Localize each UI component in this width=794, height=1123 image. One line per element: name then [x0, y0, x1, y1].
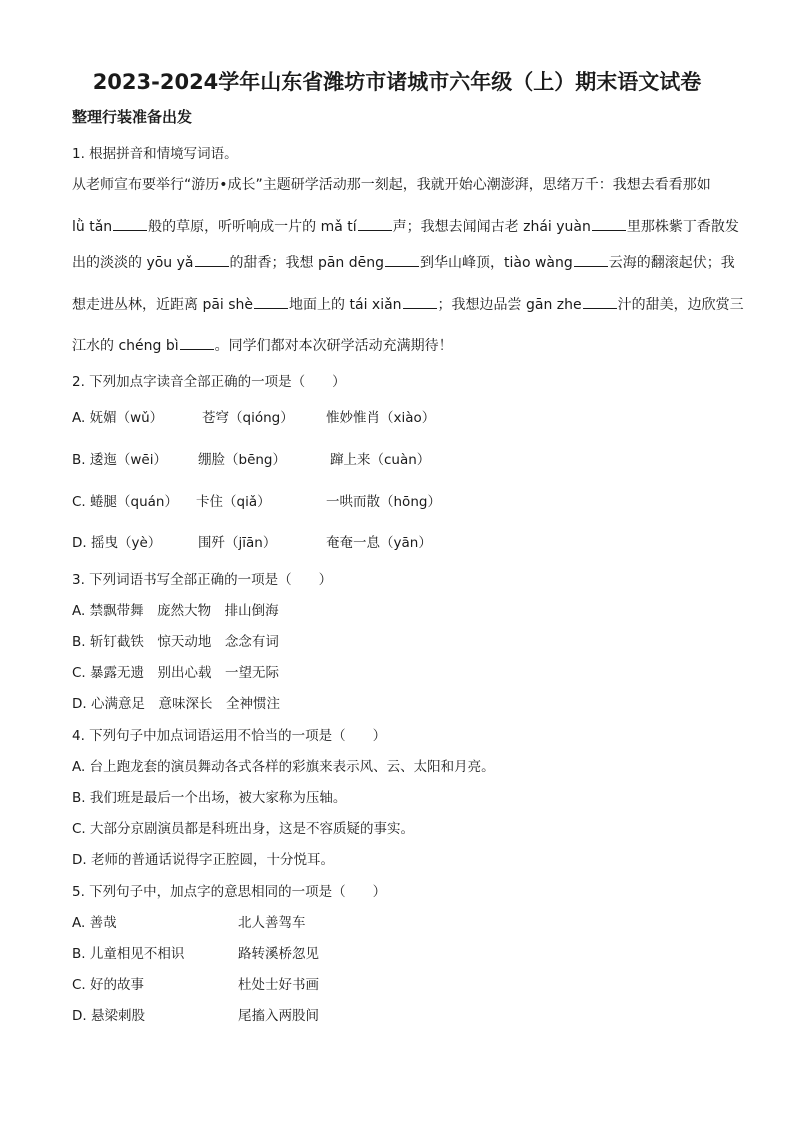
- q5-option-a[interactable]: A. 善哉: [72, 915, 117, 931]
- q2-option-c-word2: 卡住（qiǎ）: [196, 494, 271, 510]
- q2-option-c[interactable]: C. 蜷腿（quán）: [72, 494, 178, 510]
- q5-option-b[interactable]: B. 儿童相见不相识: [72, 946, 185, 962]
- q1-line-1: 从老师宣布要举行“游历•成长”主题研学活动那一刻起，我就开始心潮澎湃，思绪万千：我想去看看那如: [72, 177, 711, 193]
- q2-option-a-word2: 苍穹（qióng）: [202, 410, 294, 426]
- q2-option-b-word2: 绷脸（bēng）: [198, 452, 287, 468]
- q3-option-c[interactable]: C. 暴露无遗 别出心载 一望无际: [72, 665, 280, 681]
- q2-option-d-word3: 奄奄一息（yān）: [326, 535, 432, 551]
- q2-option-b[interactable]: B. 逶迤（wēi）: [72, 452, 167, 468]
- q5-option-d-sentence2: 尾搐入两股间: [238, 1008, 319, 1024]
- q2-stem: 2. 下列加点字读音全部正确的一项是（ ）: [72, 374, 346, 390]
- q1-line-5: 江水的 chéng bì 。同学们都对本次研学活动充满期待！: [72, 338, 453, 354]
- q3-option-b[interactable]: B. 斩钉截铁 惊天动地 念念有词: [72, 634, 279, 650]
- answer-blank[interactable]: [254, 296, 288, 309]
- q5-option-d[interactable]: D. 悬梁刺股: [72, 1008, 145, 1024]
- q3-option-d[interactable]: D. 心满意足 意味深长 全神惯注: [72, 696, 280, 712]
- q2-option-c-word3: 一哄而散（hōng）: [326, 494, 441, 510]
- q3-option-a[interactable]: A. 禁飘带舞 庞然大物 排山倒海: [72, 603, 279, 619]
- q5-option-c[interactable]: C. 好的故事: [72, 977, 145, 993]
- answer-blank[interactable]: [180, 337, 214, 350]
- q2-option-a-word3: 惟妙惟肖（xiào）: [326, 410, 436, 426]
- q1-stem: 1. 根据拼音和情境写词语。: [72, 146, 238, 162]
- q4-option-d[interactable]: D. 老师的普通话说得字正腔圆，十分悦耳。: [72, 852, 334, 868]
- q1-line-2: lǜ tǎn 般的草原，听听响成一片的 mǎ tí 声；我想去闻闻古老 zhái yuàn 里那株紫丁香散发: [72, 219, 739, 235]
- q5-option-a-sentence2: 北人善驾车: [238, 915, 306, 931]
- q2-option-d[interactable]: D. 摇曳（yè）: [72, 535, 162, 551]
- q4-option-a[interactable]: A. 台上跑龙套的演员舞动各式各样的彩旗来表示风、云、太阳和月亮。: [72, 759, 495, 775]
- answer-blank[interactable]: [385, 254, 419, 267]
- q4-option-b[interactable]: B. 我们班是最后一个出场，被大家称为压轴。: [72, 790, 347, 806]
- answer-blank[interactable]: [113, 218, 147, 231]
- q2-option-a[interactable]: A. 妩媚（wǔ）: [72, 410, 164, 426]
- answer-blank[interactable]: [583, 296, 617, 309]
- q2-option-d-word2: 围歼（jīān）: [198, 535, 277, 551]
- q1-line-3: 出的淡淡的 yōu yǎ 的甜香；我想 pān dēng 到华山峰顶，tiào wàng 云海的翻滚起伏；我: [72, 255, 735, 271]
- q1-line-4: 想走进丛林，近距离 pāi shè 地面上的 tái xiǎn ；我想边品尝 gān zhe 汁的甜美，边欣赏三: [72, 297, 744, 313]
- section-heading: 整理行装准备出发: [72, 108, 193, 126]
- answer-blank[interactable]: [592, 218, 626, 231]
- q5-option-b-sentence2: 路转溪桥忽见: [238, 946, 319, 962]
- q4-option-c[interactable]: C. 大部分京剧演员都是科班出身，这是不容质疑的事实。: [72, 821, 415, 837]
- answer-blank[interactable]: [574, 254, 608, 267]
- q2-option-b-word3: 蹿上来（cuàn）: [330, 452, 431, 468]
- q4-stem: 4. 下列句子中加点词语运用不恰当的一项是（ ）: [72, 728, 387, 744]
- page-title: 2023-2024学年山东省潍坊市诸城市六年级（上）期末语文试卷: [92, 70, 702, 94]
- q5-option-c-sentence2: 杜处士好书画: [238, 977, 319, 993]
- answer-blank[interactable]: [403, 296, 437, 309]
- answer-blank[interactable]: [195, 254, 229, 267]
- answer-blank[interactable]: [358, 218, 392, 231]
- q3-stem: 3. 下列词语书写全部正确的一项是（ ）: [72, 572, 333, 588]
- q5-stem: 5. 下列句子中，加点字的意思相同的一项是（ ）: [72, 884, 387, 900]
